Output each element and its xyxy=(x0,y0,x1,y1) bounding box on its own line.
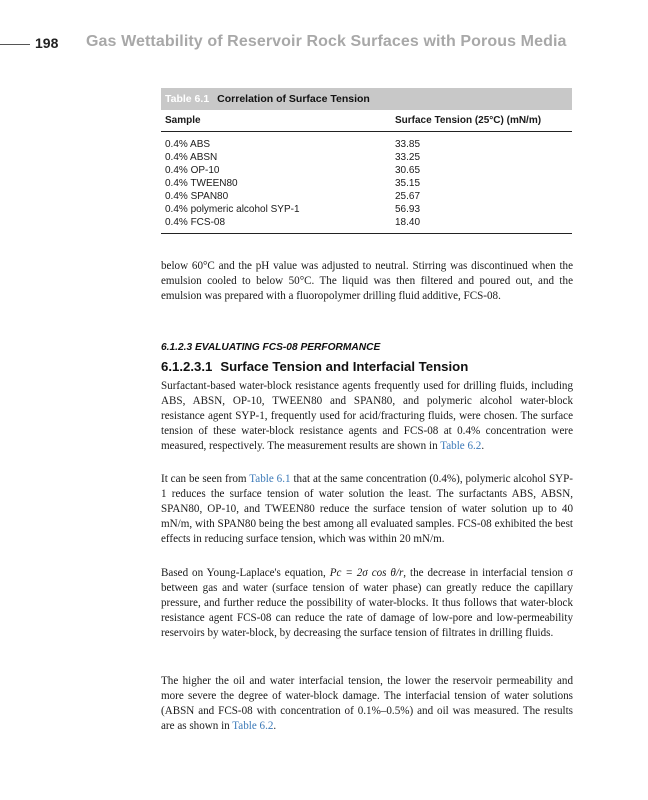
table-row xyxy=(161,203,572,216)
table-caption xyxy=(161,88,572,110)
cell-value: 56.93 xyxy=(395,204,421,215)
paragraph-text: , the decrease in interfacial tension σ between gas and water (surface tension of water phase) can greatly reduce the capillary pressure, and further reduce the possibility of water-blocks. It thus follows that water-block resistance agent FCS-08 can reduce the rate of damage of low-pore and low-permeability reservoirs by water-block, by decreasing the surface tension of filtrates in drilling fluids. xyxy=(161,567,573,639)
paragraph-text: Surfactant-based water-block resistance agents frequently used for drilling fluids, including ABS, ABSN, OP-10, TWEEN80 and SPAN80, and polymeric alcohol water-block resistance agent SYP-1, frequently used for acid/fracturing fluids, were chosen. The surface tension of these water-block resistance agents and FCS-08 at 0.4% concentration were measured, respectively. The measurement results are shown in xyxy=(161,380,573,452)
paragraph-tail: . xyxy=(481,440,485,452)
paragraph-text: The higher the oil and water interfacial tension, the lower the reservoir permeability and more severe the degree of water-block damage. The interfacial tension of water solutions (ABSN and FCS-08 with concentration of 0.1%–0.5%) and oil was measured. The results are as shown in xyxy=(161,675,573,732)
table-row xyxy=(161,138,572,151)
column-header-surface-tension: Surface Tension (25°C) (mN/m) xyxy=(395,115,542,126)
paragraph-intro: below 60°C and the pH value was adjusted to neutral. Stirring was discontinued when the emulsion cooled to below 50°C. The liquid was then filtered and poured out, and the emulsion was prepared with a fluoropolymer drilling fluid additive, FCS-08. xyxy=(161,260,573,302)
subsection-heading xyxy=(161,359,468,374)
paragraph-young-laplace xyxy=(161,566,573,641)
page-number: 198 xyxy=(35,35,59,51)
paragraph-lead: Based on Young-Laplace's equation, xyxy=(161,567,330,579)
table-title: Correlation of Surface Tension xyxy=(217,93,370,105)
cell-value: 33.25 xyxy=(395,152,421,163)
cell-value: 25.67 xyxy=(395,191,421,202)
paragraph-tail: . xyxy=(273,720,277,732)
table-row xyxy=(161,216,572,229)
cell-value: 35.15 xyxy=(395,178,421,189)
table-reference-link[interactable]: Table 6.2 xyxy=(232,720,274,732)
paragraph-comparison xyxy=(161,472,573,547)
table-row xyxy=(161,164,572,177)
cell-value: 30.65 xyxy=(395,165,421,176)
table-body xyxy=(161,132,572,234)
cell-sample: 0.4% polymeric alcohol SYP-1 xyxy=(165,204,300,215)
cell-value: 18.40 xyxy=(395,217,421,228)
cell-sample: 0.4% OP-10 xyxy=(165,165,220,176)
table-6-1 xyxy=(161,88,572,234)
subsection-title: Surface Tension and Interfacial Tension xyxy=(220,359,469,374)
table-row xyxy=(161,190,572,203)
table-reference-link[interactable]: Table 6.2 xyxy=(440,440,482,452)
table-row xyxy=(161,151,572,164)
cell-sample: 0.4% ABSN xyxy=(165,152,218,163)
table-label: Table 6.1 xyxy=(165,93,210,105)
header-rule xyxy=(0,44,30,45)
cell-value: 33.85 xyxy=(395,139,421,150)
cell-sample: 0.4% FCS-08 xyxy=(165,217,226,228)
table-reference-link[interactable]: Table 6.1 xyxy=(249,473,291,485)
cell-sample: 0.4% TWEEN80 xyxy=(165,178,238,189)
table-row xyxy=(161,177,572,190)
column-header-sample: Sample xyxy=(165,115,201,126)
paragraph-interfacial xyxy=(161,674,573,734)
cell-sample: 0.4% ABS xyxy=(165,139,211,150)
paragraph-lead: It can be seen from xyxy=(161,473,250,485)
equation: Pc = 2σ cos θ/r xyxy=(329,567,404,579)
section-heading: 6.1.2.3 EVALUATING FCS-08 PERFORMANCE xyxy=(161,342,381,353)
paragraph-text: that at the same concentration (0.4%), polymeric alcohol SYP-1 reduces the surface tension of water solution the least. The surfactants ABS, ABSN, SPAN80, OP-10, and TWEEN80 reduce the surface tension of water solution up to 40 mN/m, with SPAN80 being the best among all evaluated samples. FCS-08 exhibited the best effects in reducing surface tension, which was within 20 mN/m. xyxy=(161,473,574,545)
running-title: Gas Wettability of Reservoir Rock Surfaces with Porous Media xyxy=(86,33,567,50)
table-header-row xyxy=(161,110,572,132)
cell-sample: 0.4% SPAN80 xyxy=(165,191,229,202)
subsection-number: 6.1.2.3.1 xyxy=(161,359,213,374)
paragraph-surfactants xyxy=(161,379,573,454)
